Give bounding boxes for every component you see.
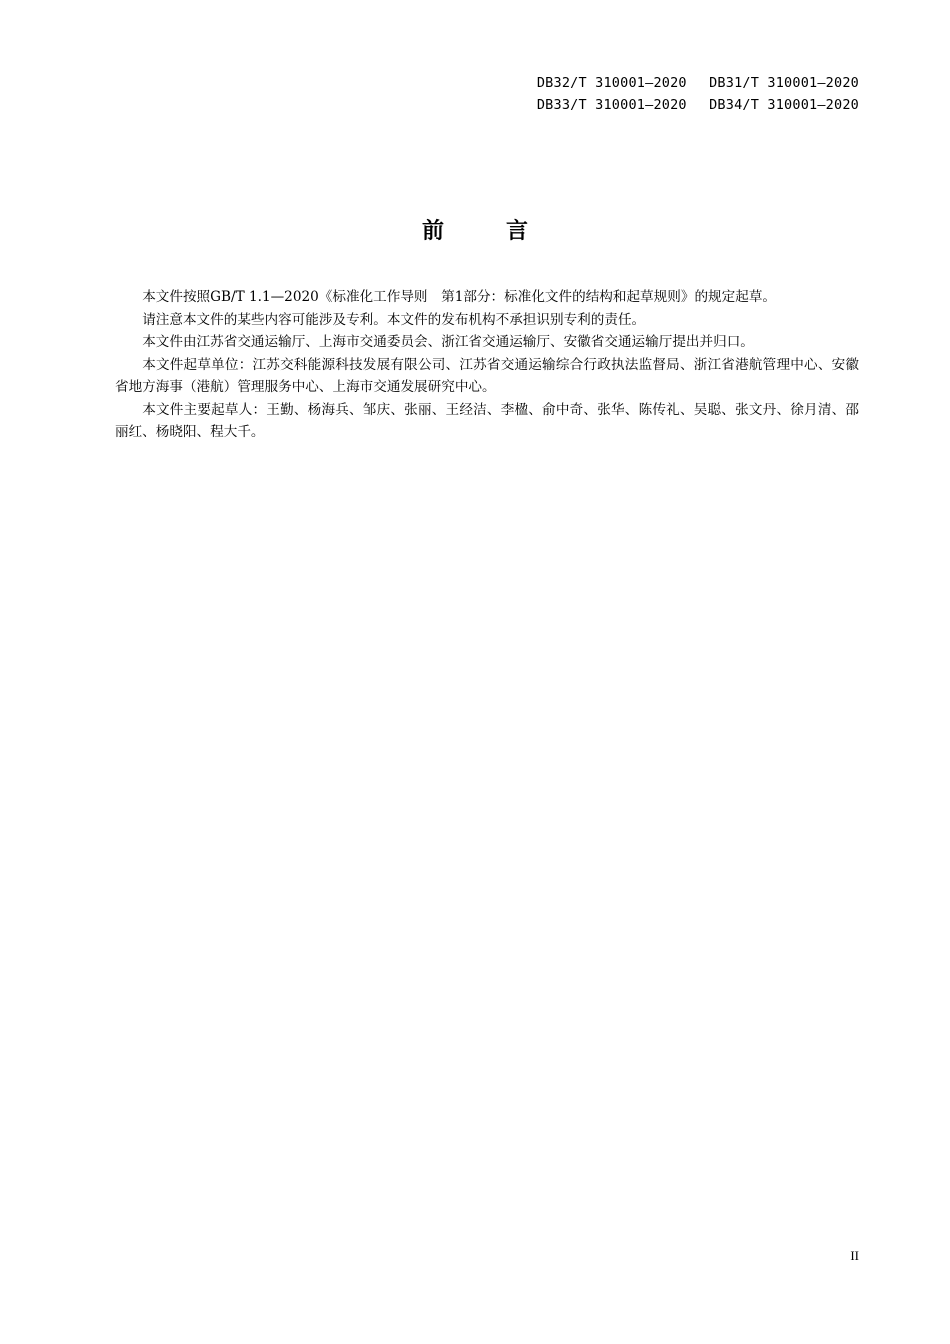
paragraph-patent-notice: 请注意本文件的某些内容可能涉及专利。本文件的发布机构不承担识别专利的责任。 bbox=[142, 311, 646, 328]
standard-code-db34: DB34/T 310001—2020 bbox=[709, 97, 859, 113]
standard-code-row bbox=[537, 72, 859, 94]
standard-code-db32: DB32/T 310001—2020 bbox=[536, 75, 687, 91]
page-number: II bbox=[850, 1248, 859, 1263]
paragraph-drafting-rules: 本文件按照GB/T 1.1—2020《标准化工作导则 第1部分：标准化文件的结构和起草规则》的规定起草。 bbox=[142, 289, 777, 305]
paragraph-proposer: 本文件由江苏省交通运输厅、上海市交通委员会、浙江省交通运输厅、安徽省交通运输厅提出并归口。 bbox=[142, 334, 754, 350]
paragraph-drafters: 本文件主要起草人：王勤、杨海兵、邹庆、张丽、王经洁、李楹、俞中奇、张华、陈传礼、吴聪、张文丹、徐月清、邵丽红、杨晓阳、程大千。 bbox=[115, 401, 859, 440]
standard-code-row bbox=[537, 94, 859, 116]
standard-code-header bbox=[537, 72, 859, 116]
paragraph-drafting-units: 本文件起草单位：江苏交科能源科技发展有限公司、江苏省交通运输综合行政执法监督局、浙江省港航管理中心、安徽省地方海事（港航）管理服务中心、上海市交通发展研究中心。 bbox=[115, 356, 859, 395]
standard-code-db33: DB33/T 310001—2020 bbox=[536, 97, 687, 113]
page-title: 前言 bbox=[421, 218, 590, 244]
foreword-body bbox=[115, 286, 859, 444]
standard-code-db31: DB31/T 310001—2020 bbox=[709, 75, 859, 91]
